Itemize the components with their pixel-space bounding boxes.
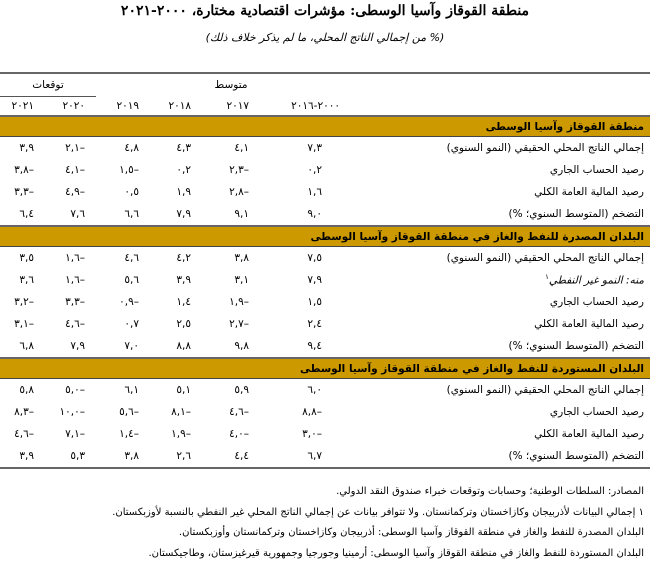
value-cell: ٣,٨ xyxy=(234,252,249,264)
row-label-text: رصيد الحساب الجاري xyxy=(549,406,644,418)
value-cell: ٣,٩ xyxy=(0,445,48,468)
value-cell: ١,٤– xyxy=(119,428,139,440)
row-label-text: إجمالي الناتج المحلي الحقيقي (النمو السنوي) xyxy=(446,384,644,396)
value-cell: ٠,٢ xyxy=(176,164,191,176)
value-cell: ٢,٥ xyxy=(176,318,191,330)
row-label xyxy=(366,335,650,358)
value-cell: ٤,٦– xyxy=(229,406,249,418)
value-cell: ٣,٨– xyxy=(14,164,34,176)
value-cell: ٨,٨– xyxy=(302,406,322,418)
year-header: ٢٠١٨ xyxy=(152,97,207,117)
value-cell: ٩,١ xyxy=(207,203,262,226)
value-cell: ١,٥ xyxy=(307,296,322,308)
value-cell: ٢,٦ xyxy=(152,445,207,468)
value-cell: ٦,٦ xyxy=(96,203,152,226)
value-cell: ٣,٦ xyxy=(19,274,34,286)
value-cell: ٣,١ xyxy=(234,274,249,286)
value-cell: ٧,٠ xyxy=(96,335,152,358)
value-cell: ٥,٩ xyxy=(234,384,249,396)
value-cell: ٧,٩ xyxy=(307,274,322,286)
value-cell: ٨,٨ xyxy=(152,335,207,358)
table-title: منطقة القوقاز وآسيا الوسطى: مؤشرات اقتصادية مختارة، ٢٠٠٠-٢٠٢١ xyxy=(120,3,530,19)
value-cell: ٥,٨ xyxy=(19,384,34,396)
table-row xyxy=(0,401,650,423)
value-cell: ٤,٦ xyxy=(124,252,139,264)
value-cell: ٧,٦ xyxy=(48,203,96,226)
year-header: ٢٠١٩ xyxy=(96,97,152,117)
row-label-text: إجمالي الناتج المحلي الحقيقي (النمو السنوي) xyxy=(446,142,644,154)
value-cell: ٢,٨– xyxy=(229,186,249,198)
table-row xyxy=(0,137,650,160)
value-cell: ١,٥– xyxy=(119,164,139,176)
row-label xyxy=(366,313,650,335)
table-row xyxy=(0,423,650,445)
row-label-text: إجمالي الناتج المحلي الحقيقي (النمو السنوي) xyxy=(446,252,644,264)
value-cell: ١,٦– xyxy=(65,252,85,264)
value-cell: ٤,٦– xyxy=(14,428,34,440)
section-title: البلدان المستوردة للنفط والغاز في منطقة القوقاز وآسيا الوسطى xyxy=(0,358,650,379)
value-cell: ٩,٠ xyxy=(262,203,366,226)
indicators-table xyxy=(0,72,650,469)
row-label xyxy=(366,247,650,270)
value-cell: ٣,٠– xyxy=(302,428,322,440)
value-cell: ٤,٦– xyxy=(65,318,85,330)
value-cell: ٣,٣– xyxy=(14,186,34,198)
value-cell: ١,٩– xyxy=(171,428,191,440)
table-subtitle: (% من إجمالي الناتج المحلي، ما لم يذكر خلاف ذلك) xyxy=(205,31,445,44)
row-label xyxy=(366,203,650,226)
footnote-importers: البلدان المستوردة للنفط والغاز في منطقة القوقاز وآسيا الوسطى: أرمينيا وجورجيا وجمهورية قيرغيزستان، وطاجيكستان. xyxy=(148,547,644,559)
row-label-text: رصيد المالية العامة الكلي xyxy=(534,318,644,330)
row-label xyxy=(366,269,650,291)
row-label-text: منه: النمو غير النفطي xyxy=(548,274,644,287)
value-cell: ٤,١– xyxy=(65,164,85,176)
table-row xyxy=(0,335,650,358)
value-cell: ٥,٦ xyxy=(124,274,139,286)
value-cell: ١,٦– xyxy=(65,274,85,286)
section-title: البلدان المصدرة للنفط والغاز في منطقة القوقاز وآسيا الوسطى xyxy=(0,226,650,247)
value-cell: ٨,١– xyxy=(171,406,191,418)
value-cell: ٢,١– xyxy=(65,142,85,154)
average-header: متوسط xyxy=(214,79,248,92)
value-cell: ٢,٧– xyxy=(229,318,249,330)
row-label xyxy=(366,137,650,160)
value-cell: ٧,١– xyxy=(65,428,85,440)
footnotes xyxy=(4,482,644,564)
row-label-text: رصيد المالية العامة الكلي xyxy=(534,186,644,198)
footnote-sources: المصادر: السلطات الوطنية؛ وحسابات وتوقعات خبراء صندوق النقد الدولي. xyxy=(336,486,644,497)
table-row xyxy=(0,291,650,313)
row-label-text: رصيد الحساب الجاري xyxy=(549,164,644,176)
value-cell: ٤,٩– xyxy=(65,186,85,198)
footnote-marker: ١ xyxy=(545,273,549,282)
value-cell: ٣,١– xyxy=(14,318,34,330)
value-cell: ٠,٩– xyxy=(119,296,139,308)
value-cell: ٤,١ xyxy=(234,142,249,154)
row-label xyxy=(366,401,650,423)
row-label-text: التضخم (المتوسط السنوي؛ %) xyxy=(508,340,644,352)
value-cell: ٣,٢– xyxy=(14,296,34,308)
value-cell: ٤,٣ xyxy=(176,142,191,154)
row-label xyxy=(366,181,650,203)
value-cell: ٦,١ xyxy=(124,384,139,396)
value-cell: ٧,٩ xyxy=(48,335,96,358)
value-cell: ٤,٤ xyxy=(207,445,262,468)
year-header: ٢٠١٧ xyxy=(207,97,262,117)
value-cell: ١٠,٠– xyxy=(59,406,85,418)
value-cell: ٠,٢ xyxy=(307,164,322,176)
value-cell: ٩,٤ xyxy=(262,335,366,358)
value-cell: ٧,٩ xyxy=(152,203,207,226)
value-cell: ٣,٩ xyxy=(19,142,34,154)
table-row xyxy=(0,203,650,226)
value-cell: ٣,٥ xyxy=(19,252,34,264)
value-cell: ٦,٧ xyxy=(262,445,366,468)
value-cell: ٦,٨ xyxy=(0,335,48,358)
section-header xyxy=(0,226,650,247)
table-row xyxy=(0,159,650,181)
year-header: ٢٠٠٠-٢٠١٦ xyxy=(262,97,366,117)
footnote-1: ١ إجمالي البيانات لأذربيجان وكازاخستان وتركمانستان. ولا تتوافر بيانات عن إجمالي الناتج المحلي غير النفطي بالنسبة لأوزبكستان. xyxy=(112,506,644,518)
value-cell: ٢,٣– xyxy=(229,164,249,176)
row-label xyxy=(366,379,650,402)
value-cell: ٠,٥ xyxy=(124,186,139,198)
value-cell: ١,٤ xyxy=(176,296,191,308)
section-header xyxy=(0,358,650,379)
value-cell: ١,٩ xyxy=(176,186,191,198)
table-row xyxy=(0,181,650,203)
section-title: منطقة القوقاز وآسيا الوسطى xyxy=(0,116,650,137)
value-cell: ٧,٥ xyxy=(307,252,322,264)
table-row xyxy=(0,247,650,270)
value-cell: ٤,٨ xyxy=(124,142,139,154)
row-label-text: التضخم (المتوسط السنوي؛ %) xyxy=(508,450,644,462)
table-row xyxy=(0,379,650,402)
value-cell: ٦,٠ xyxy=(307,384,322,396)
projections-header: توقعات xyxy=(0,74,96,97)
value-cell: ٥,١ xyxy=(176,384,191,396)
value-cell: ٨,٣– xyxy=(14,406,34,418)
value-cell: ١,٦ xyxy=(307,186,322,198)
value-cell: ٥,٣ xyxy=(48,445,96,468)
year-header: ٢٠٢٠ xyxy=(48,97,96,117)
year-header: ٢٠٢١ xyxy=(0,97,48,117)
section-header xyxy=(0,116,650,137)
footnote-exporters: البلدان المصدرة للنفط والغاز في منطقة القوقاز وآسيا الوسطى: أذربيجان وكازاخستان وتركمانستان وأوزبكستان. xyxy=(178,527,644,538)
value-cell: ٠,٧ xyxy=(124,318,139,330)
value-cell: ٧,٣ xyxy=(307,142,322,154)
value-cell: ١,٩– xyxy=(229,296,249,308)
row-label-text: رصيد الحساب الجاري xyxy=(549,296,644,308)
row-label-text: رصيد المالية العامة الكلي xyxy=(534,428,644,440)
table-row xyxy=(0,445,650,468)
value-cell: ٥,٠– xyxy=(65,384,85,396)
row-label xyxy=(366,159,650,181)
value-cell: ٤,٢ xyxy=(176,252,191,264)
row-label xyxy=(366,423,650,445)
table-row xyxy=(0,313,650,335)
value-cell: ٣,٣– xyxy=(65,296,85,308)
row-label-text: التضخم (المتوسط السنوي؛ %) xyxy=(508,208,644,220)
value-cell: ٩,٨ xyxy=(207,335,262,358)
table-row xyxy=(0,269,650,291)
value-cell: ٣,٨ xyxy=(96,445,152,468)
value-cell: ٣,٩ xyxy=(176,274,191,286)
row-label xyxy=(366,445,650,468)
value-cell: ٤,٠– xyxy=(229,428,249,440)
value-cell: ٥,٦– xyxy=(119,406,139,418)
value-cell: ٦,٤ xyxy=(0,203,48,226)
row-label xyxy=(366,291,650,313)
value-cell: ٢,٤ xyxy=(307,318,322,330)
